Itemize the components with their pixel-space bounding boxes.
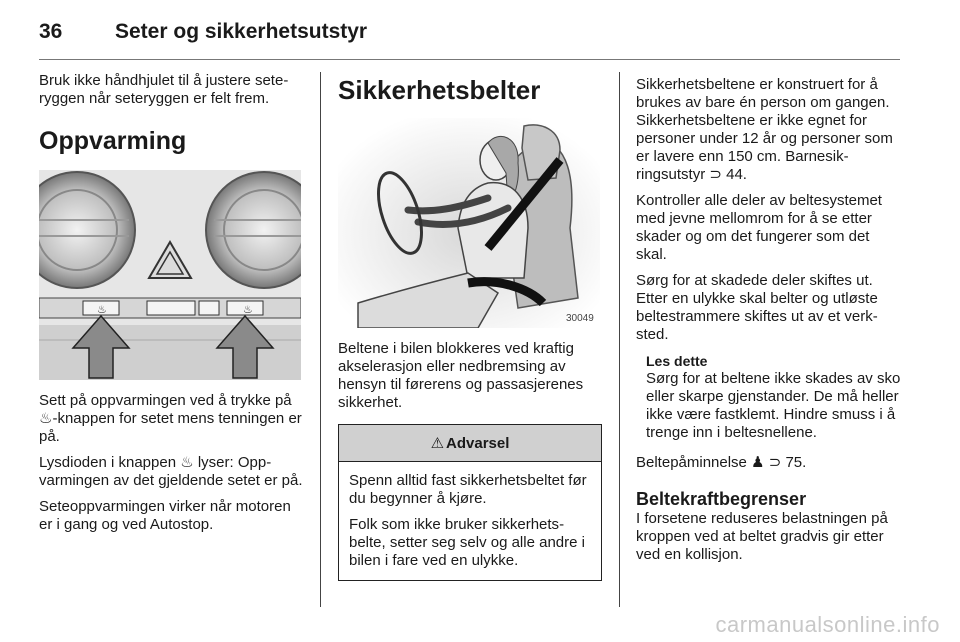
header-rule bbox=[39, 59, 900, 60]
page-number: 36 bbox=[39, 20, 63, 43]
note-body: Sørg for at beltene ikke skades av sko eller skarpe gjenstander. De må heller ikke være fastklemt. Hindre smuss i å trenge inn i beltesnellene. bbox=[646, 370, 901, 441]
column-middle bbox=[338, 72, 603, 581]
seatbelt-paragraph-4: Sørg for at skadede deler skiftes ut. Etter en ulykke skal belter og utløste beltestrammere skiftes ut av et verksted. bbox=[636, 272, 878, 343]
warning-body bbox=[339, 462, 601, 580]
warning-paragraph-1: Spenn alltid fast sikkerhetsbeltet før du begynner å kjøre. bbox=[349, 472, 587, 507]
seatbelt-reminder-icon: ♟ bbox=[751, 454, 765, 471]
heating-paragraph-1: Sett på oppvarmingen ved å trykke på ♨-knappen for setet mens tenningen er på. bbox=[39, 392, 302, 445]
svg-text:♨: ♨ bbox=[243, 303, 253, 316]
heading-beltekraftbegrenser: Beltekraftbegrenser bbox=[636, 489, 807, 509]
warning-icon: ⚠ bbox=[430, 435, 445, 452]
svg-text:♨: ♨ bbox=[97, 303, 107, 316]
limiter-paragraph: I forsetene reduseres belastningen på kroppen ved at beltet gradvis gir etter ved en kollisjon. bbox=[636, 510, 888, 563]
warning-box bbox=[338, 424, 602, 581]
intro-paragraph: Bruk ikke håndhjulet til å justere seteryggen når seteryggen er felt frem. bbox=[39, 72, 289, 107]
heading-oppvarming: Oppvarming bbox=[39, 127, 187, 155]
heating-paragraph-3: Seteoppvarmingen virker når motoren er i gang og ved Autostop. bbox=[39, 498, 291, 533]
seatbelt-figure bbox=[338, 118, 600, 328]
warning-title: Advarsel bbox=[446, 434, 510, 452]
seatbelt-paragraph-3: Kontroller alle deler av beltesystemet med jevne mellomrom for å se etter skader og om det fungerer som det skal. bbox=[636, 192, 882, 263]
watermark: carmanualsonline.info bbox=[715, 612, 940, 637]
warning-paragraph-2: Folk som ikke bruker sikkerhetsbelte, setter seg selv og alle andre i bilen i fare ved en ulykke. bbox=[349, 516, 585, 569]
figure-code: 30049 bbox=[566, 313, 594, 324]
driver-seatbelt-illustration bbox=[338, 118, 600, 328]
warning-header bbox=[339, 425, 601, 462]
note-title: Les dette bbox=[646, 353, 708, 369]
page-ref-icon: ⊃ bbox=[709, 166, 722, 183]
note-block bbox=[646, 352, 904, 442]
seat-heater-icon: ♨ bbox=[180, 454, 194, 471]
page-title: Seter og sikkerhetsutstyr bbox=[115, 20, 368, 43]
seatbelt-paragraph-2: Sikkerhetsbeltene er konstruert for å brukes av bare én person om gangen. Sikkerhetsbeltene er ikke egnet for personer under 12 år og personer som er lavere enn 150 cm. Barnesikringsutstyr ⊃ 44. bbox=[636, 76, 893, 183]
seatbelt-paragraph-1: Beltene i bilen blokkeres ved kraftig akselerasjon eller nedbremsing av hensyn til førerens og passasjerenes sikkerhet. bbox=[338, 340, 584, 411]
column-right bbox=[636, 72, 904, 564]
column-left bbox=[39, 72, 304, 534]
heading-sikkerhetsbelter: Sikkerhetsbelter bbox=[338, 75, 541, 105]
column-divider bbox=[320, 72, 321, 607]
page-ref-icon: ⊃ bbox=[768, 454, 782, 471]
dashboard-vents-illustration bbox=[39, 170, 301, 380]
heating-paragraph-2: Lysdioden i knappen ♨ lyser: Oppvarmingen av det gjeldende setet er på. bbox=[39, 454, 303, 489]
reminder-paragraph: Beltepåminnelse ♟ ⊃ 75. bbox=[636, 454, 807, 471]
seat-heater-icon: ♨ bbox=[39, 410, 53, 427]
column-divider bbox=[619, 72, 620, 607]
heater-figure bbox=[39, 170, 301, 380]
page-header bbox=[39, 14, 367, 50]
